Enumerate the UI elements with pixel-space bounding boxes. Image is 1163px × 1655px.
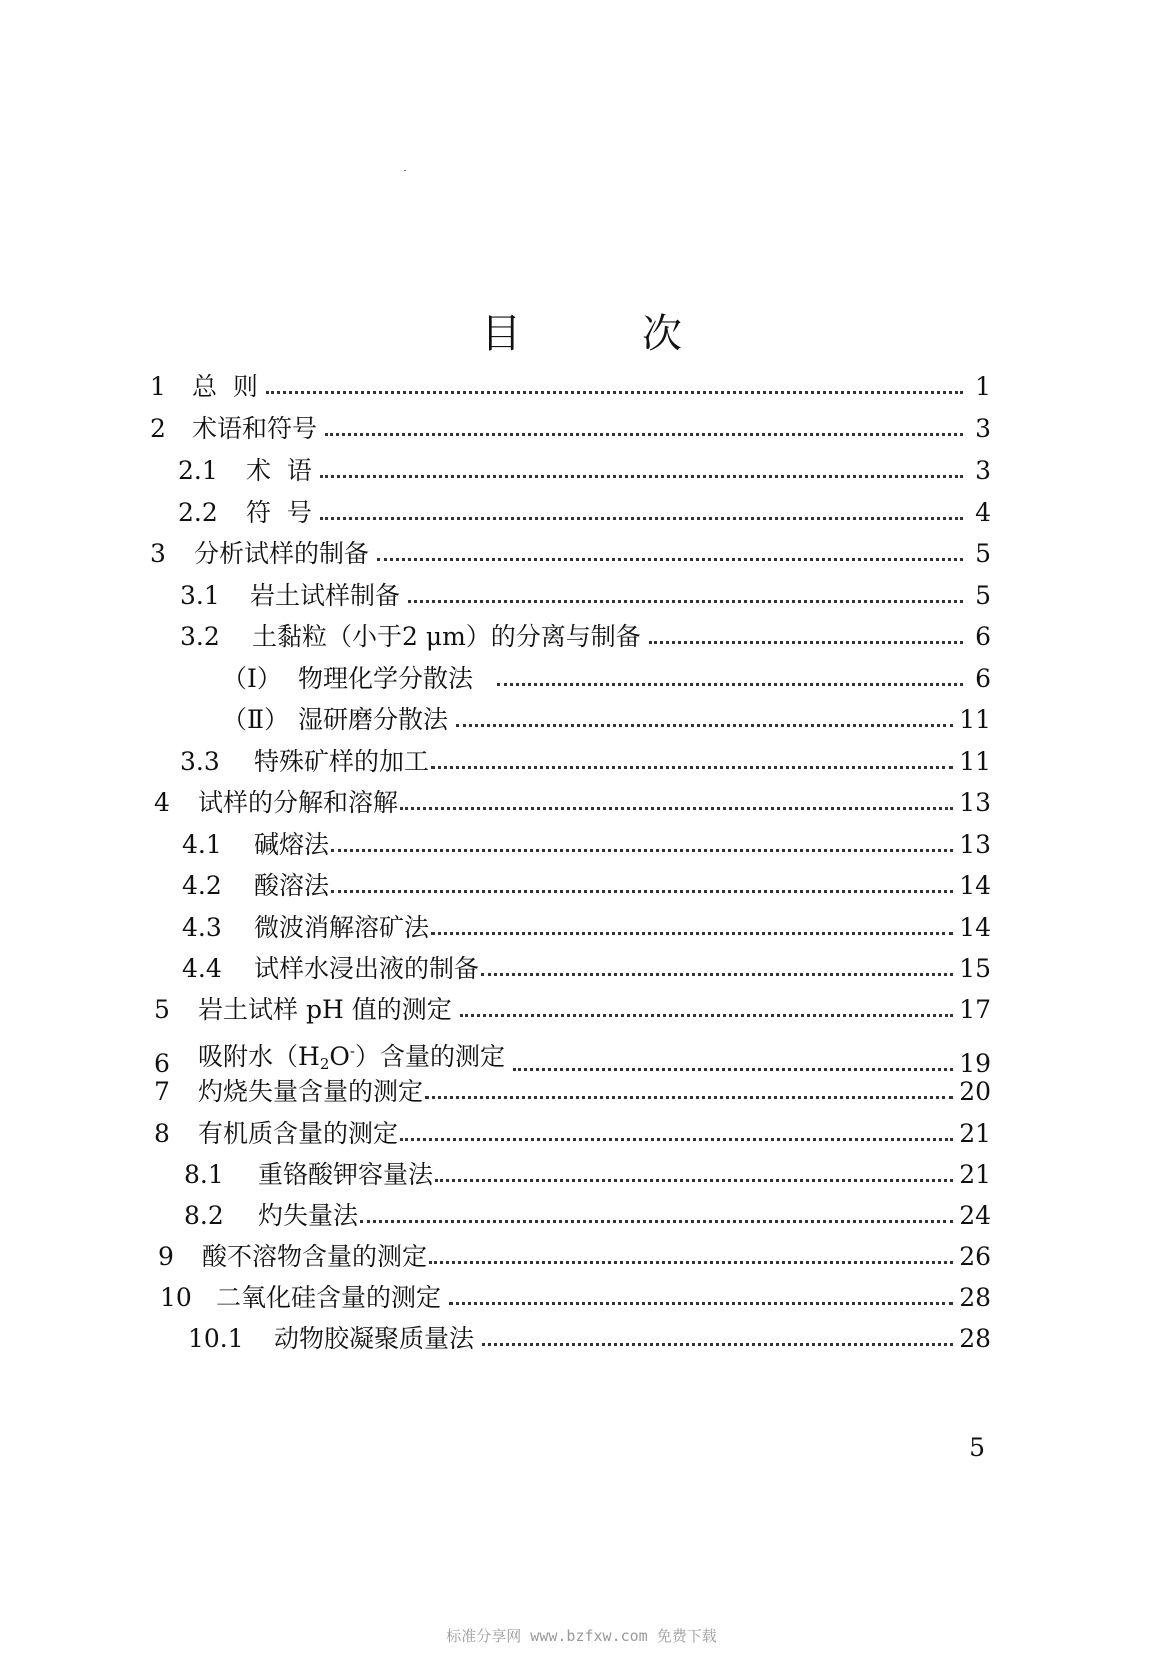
- toc-entry-page: 6: [975, 664, 991, 693]
- dot-leader: [497, 683, 963, 686]
- dot-leader: [400, 807, 953, 810]
- scan-speck: [404, 170, 406, 171]
- toc-entry-label: 总 则: [192, 372, 258, 401]
- dot-leader: [325, 433, 963, 436]
- toc-entry-number: 10.1: [188, 1324, 244, 1353]
- toc-entry-page: 3: [975, 414, 991, 443]
- dot-leader: [481, 973, 953, 976]
- toc-entry-page: 17: [959, 995, 991, 1024]
- toc-entry-label: 岩土试样制备: [250, 581, 401, 610]
- subscript: 2: [319, 1055, 330, 1073]
- toc-entry[interactable]: [222, 663, 991, 695]
- toc-entry-page: 13: [959, 788, 991, 817]
- dot-leader: [435, 1179, 953, 1182]
- toc-entry-label: 土黏粒（小于2 μm）的分离与制备: [252, 622, 641, 651]
- toc-entry-label: 碱熔法: [254, 830, 330, 859]
- toc-entry-page: 14: [959, 913, 991, 942]
- dot-leader: [360, 1220, 953, 1223]
- toc-entry-label: 酸溶法: [254, 871, 330, 900]
- dot-leader: [429, 1261, 953, 1264]
- toc-entry-number: 4.4: [182, 954, 222, 983]
- toc-entry-label: 动物胶凝聚质量法: [274, 1324, 475, 1353]
- toc-entry[interactable]: [154, 1118, 991, 1150]
- dot-leader: [408, 600, 963, 603]
- toc-entry-number: 5: [154, 995, 170, 1024]
- toc-entry[interactable]: [154, 1076, 991, 1108]
- toc-entry-number: 2: [150, 414, 166, 443]
- toc-entry[interactable]: [178, 455, 991, 487]
- toc-entry[interactable]: [158, 1241, 991, 1273]
- toc-entry[interactable]: [160, 1282, 991, 1314]
- dot-leader: [460, 1014, 953, 1017]
- toc-entry-label: 特殊矿样的加工: [254, 747, 430, 776]
- dot-leader: [377, 558, 963, 561]
- dot-leader: [482, 1343, 953, 1346]
- toc-entry-page: 14: [959, 871, 991, 900]
- toc-entry-label: 岩土试样 pH 值的测定: [198, 995, 452, 1024]
- dot-leader: [649, 641, 963, 644]
- toc-entry[interactable]: [154, 787, 991, 819]
- toc-entry-number: 3.3: [180, 747, 220, 776]
- dot-leader: [449, 1302, 953, 1305]
- toc-entry-label: 酸不溶物含量的测定: [202, 1242, 428, 1271]
- dot-leader: [400, 1138, 953, 1141]
- toc-entry-page: 1: [975, 372, 991, 401]
- toc-entry[interactable]: [154, 994, 991, 1026]
- toc-entry-label: 试样的分解和溶解: [198, 788, 399, 817]
- toc-entry-page: 26: [959, 1242, 991, 1271]
- toc-entry-label: 灼烧失量含量的测定: [198, 1077, 424, 1106]
- toc-entry[interactable]: [180, 746, 991, 778]
- toc-entry-number: 3: [150, 539, 166, 568]
- toc-entry-label: 试样水浸出液的制备: [254, 954, 480, 983]
- toc-entry-page: 21: [959, 1119, 991, 1148]
- superscript: -: [349, 1042, 355, 1060]
- toc-entry-number: 10: [160, 1283, 192, 1312]
- toc-entry[interactable]: [182, 912, 991, 944]
- toc-entry-number: （Ⅱ）: [222, 705, 289, 734]
- page-title: 目 次: [481, 311, 736, 357]
- dot-leader: [331, 849, 953, 852]
- dot-leader: [425, 1096, 953, 1099]
- toc-entry[interactable]: [222, 704, 991, 736]
- toc-entry[interactable]: [184, 1200, 991, 1232]
- toc-entry-number: 7: [154, 1077, 170, 1106]
- toc-entry-page: 19: [959, 1049, 991, 1078]
- toc-entry-page: 11: [959, 705, 991, 734]
- toc-entry-page: 24: [959, 1201, 991, 1230]
- toc-entry[interactable]: [154, 1035, 991, 1080]
- dot-leader: [431, 932, 953, 935]
- toc-entry[interactable]: [182, 870, 991, 902]
- toc-entry-label: 有机质含量的测定: [198, 1119, 399, 1148]
- toc-entry-page: 21: [959, 1160, 991, 1189]
- toc-entry-page: 13: [959, 830, 991, 859]
- toc-entry-number: 8.1: [184, 1160, 224, 1189]
- toc-entry[interactable]: [150, 538, 991, 570]
- toc-entry-number: 3.2: [180, 622, 220, 651]
- toc-entry[interactable]: [150, 371, 991, 403]
- toc-entry[interactable]: [184, 1159, 991, 1191]
- toc-entry-page: 11: [959, 747, 991, 776]
- toc-entry-page: 28: [959, 1324, 991, 1353]
- toc-entry-number: 8: [154, 1119, 170, 1148]
- dot-leader: [456, 724, 953, 727]
- toc-entry-label: 湿研磨分散法: [298, 705, 449, 734]
- toc-entry[interactable]: [178, 497, 991, 529]
- toc-entry-number: 9: [158, 1242, 174, 1271]
- toc-entry-label: 灼失量法: [258, 1201, 359, 1230]
- toc-entry-number: 3.1: [180, 581, 220, 610]
- toc-entry-page: 4: [975, 498, 991, 527]
- toc-entry-label: 重铬酸钾容量法: [258, 1160, 434, 1189]
- toc-entry-label: 术语和符号: [192, 414, 318, 443]
- toc-entry[interactable]: [180, 580, 991, 612]
- toc-entry-number: 1: [150, 372, 166, 401]
- toc-entry[interactable]: [182, 953, 991, 985]
- toc-entry-page: 6: [975, 622, 991, 651]
- toc-entry-page: 5: [975, 581, 991, 610]
- page-number: 5: [969, 1433, 985, 1462]
- toc-entry-number: 2.2: [178, 498, 218, 527]
- dot-leader: [320, 517, 963, 520]
- toc-entry-number: 4.3: [182, 913, 222, 942]
- toc-entry-label: 吸附水$(H_2O^-)$含量的测定: [198, 1042, 505, 1073]
- toc-entry-label: 物理化学分散法: [298, 664, 474, 693]
- toc-entry-label: 分析试样的制备: [194, 539, 370, 568]
- toc-entry-label: 术 语: [246, 456, 312, 485]
- toc-entry-number: 8.2: [184, 1201, 224, 1230]
- toc-entry-page: 3: [975, 456, 991, 485]
- toc-entry-label: 微波消解溶矿法: [254, 913, 430, 942]
- toc-entry[interactable]: [180, 621, 991, 653]
- toc-entry-page: 20: [959, 1077, 991, 1106]
- toc-entry-number: 4: [154, 788, 170, 817]
- dot-leader: [331, 890, 953, 893]
- toc-entry-page: 15: [959, 954, 991, 983]
- watermark-footer: 标准分享网 www.bzfxw.com 免费下载: [446, 1627, 717, 1645]
- toc-entry-page: 5: [975, 539, 991, 568]
- toc-entry[interactable]: [150, 413, 991, 445]
- toc-entry[interactable]: [182, 829, 991, 861]
- toc-entry-label: 二氧化硅含量的测定: [216, 1283, 442, 1312]
- dot-leader: [320, 475, 963, 478]
- dot-leader: [431, 766, 953, 769]
- toc-entry-page: 28: [959, 1283, 991, 1312]
- toc-entry-number: 2.1: [178, 456, 218, 485]
- toc-entry-number: 4.2: [182, 871, 222, 900]
- dot-leader: [266, 391, 963, 394]
- toc-entry-number: （Ⅰ）: [222, 664, 282, 693]
- toc-entry-label: 符 号: [246, 498, 312, 527]
- toc-entry[interactable]: [188, 1323, 991, 1355]
- toc-entry-number: 6: [154, 1049, 170, 1078]
- dot-leader: [513, 1068, 953, 1071]
- toc-entry-number: 4.1: [182, 830, 222, 859]
